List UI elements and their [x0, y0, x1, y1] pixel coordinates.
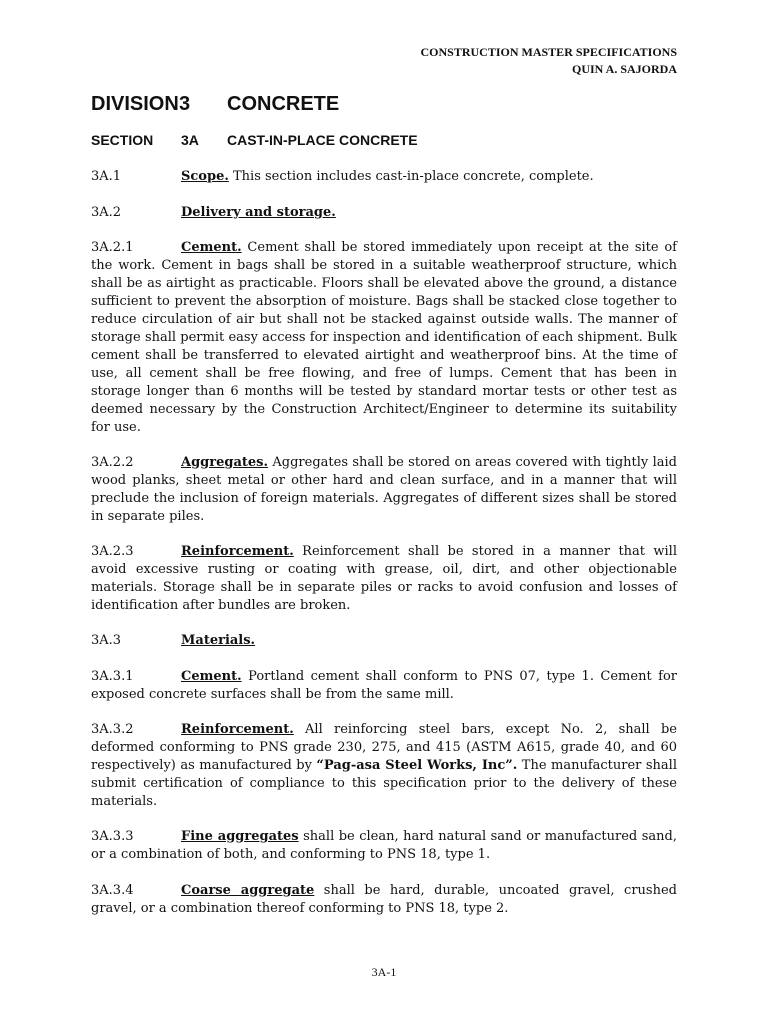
paragraph-heading: Aggregates.	[181, 455, 269, 470]
paragraph-text-continued: The manufacturer shall submit certification of compliance to this specification prior to the delivery of these materials.	[91, 758, 677, 809]
paragraph-number: 3A.2	[91, 205, 122, 220]
paragraph-3a-3-1	[91, 668, 677, 704]
paragraph-3a-3	[91, 632, 677, 650]
paragraph-heading: Scope.	[181, 169, 229, 184]
section-id: 3A	[181, 132, 199, 148]
paragraph-heading: Cement.	[181, 240, 242, 255]
page-number: 3A-1	[371, 965, 397, 979]
paragraph-text: Portland cement shall conform to PNS 07, type 1. Cement for exposed concrete surfaces shall be from the same mill.	[91, 669, 677, 702]
paragraph-text: Reinforcement shall be stored in a manner that will avoid excessive rusting or coating with grease, oil, dirt, and other objectionable materials. Storage shall be in separate piles or racks to avoid confusion and losses of identification after bundles are broken.	[91, 544, 677, 613]
paragraph-number: 3A.1	[91, 169, 122, 184]
division-label: DIVISION	[91, 93, 179, 115]
paragraph-number: 3A.3	[91, 633, 122, 648]
paragraph-heading: Cement.	[181, 669, 242, 684]
paragraph-3a-2-1	[91, 239, 677, 437]
paragraph-3a-3-4	[91, 882, 677, 918]
paragraph-text: This section includes cast-in-place concrete, complete.	[228, 169, 594, 184]
paragraph-number: 3A.2.2	[91, 455, 134, 470]
paragraph-number: 3A.3.1	[91, 669, 134, 684]
division-number: 3	[179, 93, 191, 115]
paragraph-heading: Materials.	[181, 633, 256, 648]
section-title: CAST-IN-PLACE CONCRETE	[227, 132, 418, 148]
paragraph-heading: Reinforcement.	[181, 722, 294, 737]
paragraph-number: 3A.3.4	[91, 883, 134, 898]
paragraph-3a-3-3	[91, 828, 677, 864]
paragraph-heading: Reinforcement.	[181, 544, 294, 559]
paragraph-3a-2-2	[91, 454, 677, 526]
running-header-title: CONSTRUCTION MASTER SPECIFICATIONS	[420, 45, 677, 59]
paragraph-3a-2-3	[91, 543, 677, 615]
paragraph-number: 3A.3.3	[91, 829, 134, 844]
division-heading	[91, 93, 340, 116]
paragraph-3a-3-2	[91, 721, 677, 811]
section-heading	[91, 132, 418, 148]
paragraph-heading: Fine aggregates	[181, 829, 299, 844]
manufacturer-name: “Pag-asa Steel Works, Inc”.	[316, 758, 518, 773]
paragraph-text: Cement shall be stored immediately upon receipt at the site of the work. Cement in bags shall be stored in a suitable weatherproof structure, which shall be as airtight as practicable. Floors shall be elevated above the ground, a distance sufficient to prevent the absorption of moisture. Bags shall be stacked close together to reduce circulation of air but shall not be stacked against outside walls. The manner of storage shall permit easy access for inspection and identification of each shipment. Bulk cement shall be transferred to elevated airtight and weatherproof bins. At the time of use, all cement shall be free flowing, and free of lumps. Cement that has been in storage longer than 6 months will be tested by standard mortar tests or other test as deemed necessary by the Construction Architect/Engineer to determine its suitability for use.	[91, 240, 677, 435]
paragraph-number: 3A.2.3	[91, 544, 134, 559]
paragraph-text: shall be clean, hard natural sand or manufactured sand, or a combination of both, and conforming to PNS 18, type 1.	[91, 829, 678, 862]
paragraph-number: 3A.3.2	[91, 722, 134, 737]
paragraph-heading: Coarse aggregate	[181, 883, 315, 898]
paragraph-text: All reinforcing steel bars, except No. 2, shall be deformed conforming to PNS grade 230, 275, and 415 (ASTM A615, grade 40, and 60 respectively) as manufactured by	[91, 722, 677, 773]
paragraph-text: Aggregates shall be stored on areas covered with tightly laid wood planks, sheet metal or other hard and clean surface, and in a manner that will preclude the inclusion of foreign materials. Aggregates of different sizes shall be stored in separate piles.	[91, 455, 677, 524]
paragraph-heading: Delivery and storage.	[181, 205, 336, 220]
paragraph-3a-2	[91, 204, 677, 222]
paragraph-text: shall be hard, durable, uncoated gravel, crushed gravel, or a combination thereof conforming to PNS 18, type 2.	[91, 883, 677, 916]
division-title: CONCRETE	[227, 93, 340, 115]
section-label: SECTION	[91, 132, 154, 148]
paragraph-number: 3A.2.1	[91, 240, 134, 255]
running-header-author: QUIN A. SAJORDA	[571, 62, 677, 76]
paragraph-3a-1	[91, 168, 677, 186]
